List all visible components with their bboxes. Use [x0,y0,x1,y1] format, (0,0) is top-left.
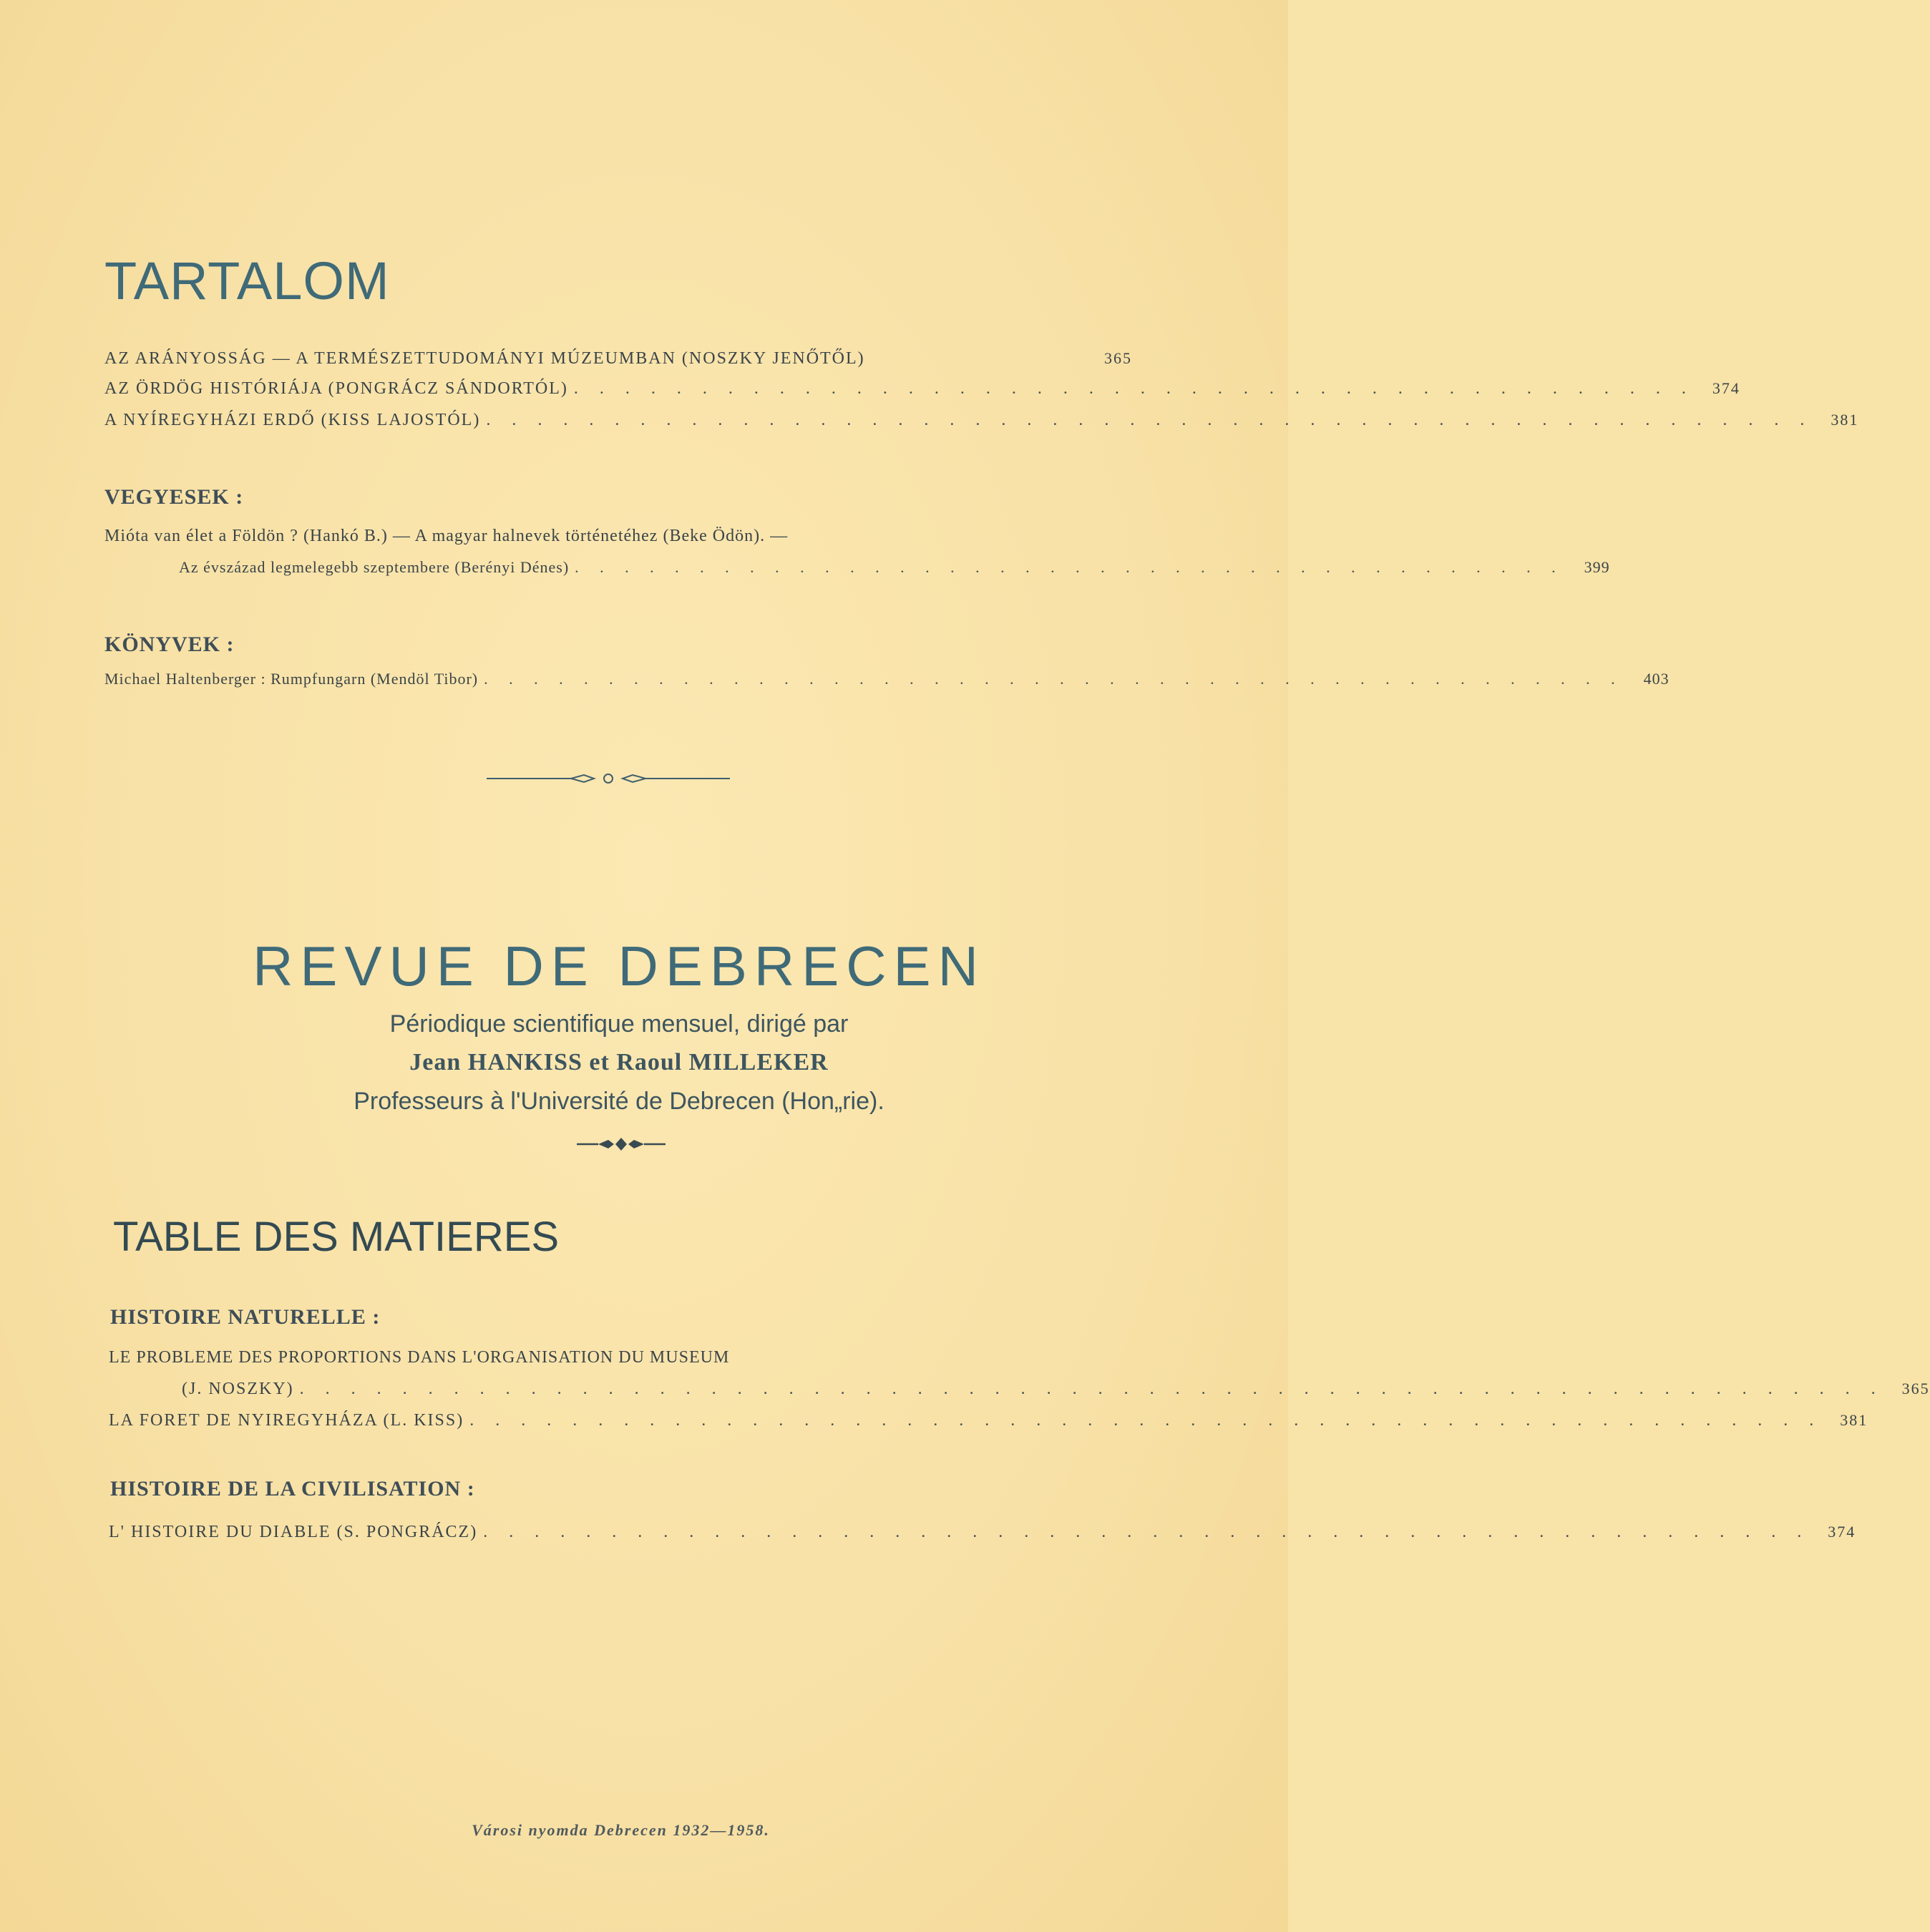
hc-entry-text: L' HISTOIRE DU DIABLE (S. PONGRÁCZ) [109,1523,478,1541]
hc-entry-page: 374 [1828,1523,1856,1541]
hc-entry [109,1523,1856,1542]
vegyesek-entry [179,558,1610,577]
hn-entry2 [109,1411,1868,1430]
revue-affiliation: Professeurs à l'Université de Debrecen (Hon„rie). [354,1088,884,1115]
toc-entry-page: 381 [1831,411,1859,429]
leader-dots: . . . . . . . . . . . . . . . . . . . . . . . . . . . . . . . . . . . . . . . . . . . . . . . . . . . . [483,1523,1810,1541]
toc-entry-page: 365 [1104,349,1132,367]
hn-entry2-text: LA FORET DE NYIREGYHÁZA (L. KISS) [109,1411,464,1430]
toc-entry-text: A NYÍREGYHÁZI ERDŐ (KISS LAJOSTÓL) [104,411,481,429]
revue-title: REVUE DE DEBRECEN [253,935,985,997]
hn-entry1-page: 365 [1901,1380,1930,1397]
konyvek-entry-text: Michael Haltenberger : Rumpfungarn (Mendöl Tibor) [104,670,479,688]
vegyesek-heading: VEGYESEK : [104,485,244,509]
konyvek-heading: KÖNYVEK : [104,633,235,656]
toc-entry [104,349,1132,369]
tartalom-heading: TARTALOM [104,251,390,311]
vegyesek-line-1: Mióta van élet a Földön ? (Hankó B.) — A magyar halnevek történetéhez (Beke Ödön). — [104,527,789,545]
toc-entry [104,411,1859,430]
leader-dots: . . . . . . . . . . . . . . . . . . . . . . . . . . . . . . . . . . . . . . . . . . . . . . . . . . . . . [469,1411,1823,1430]
toc-entry [104,379,1740,399]
hn-entry1-line2: (J. NOSZKY) [182,1380,294,1398]
ornament-divider-icon [487,770,730,787]
printer-footer: Városi nyomda Debrecen 1932—1958. [472,1821,770,1839]
revue-subtitle: Périodique scientifique mensuel, dirigé par [389,1010,849,1038]
leader-dots: . . . . . . . . . . . . . . . . . . . . . . . . . . . . . . . . . . . . . . . . [575,558,1564,576]
hn-entry2-page: 381 [1840,1411,1868,1429]
leader-dots: . . . . . . . . . . . . . . . . . . . . . . . . . . . . . . . . . . . . . . . . . . . . . . . . . . . . . . . . . . . . . . [299,1380,1884,1398]
leader-dots: . . . . . . . . . . . . . . . . . . . . . . . . . . . . . . . . . . . . . . . . . . . . . . [484,670,1624,688]
toc-entry-text: AZ ÖRDÖG HISTÓRIÁJA (PONGRÁCZ SÁNDORTÓL) [104,379,568,398]
revue-editors: Jean HANKISS et Raoul MILLEKER [409,1049,829,1075]
vegyesek-line-2: Az évszázad legmelegebb szeptembere (Berényi Dénes) [179,558,570,576]
leader-dots: . . . . . . . . . . . . . . . . . . . . . . . . . . . . . . . . . . . . . . . . . . . . . . . . . . . . [486,411,1813,429]
vegyesek-page: 399 [1584,558,1610,576]
konyvek-entry [104,670,1670,688]
hn-entry1-line1: LE PROBLEME DES PROPORTIONS DANS L'ORGANISATION DU MUSEUM [109,1348,730,1367]
diamond-ornament-icon [577,1136,666,1152]
histoire-civilisation-heading: HISTOIRE DE LA CIVILISATION : [110,1477,475,1501]
toc-entry-page: 374 [1712,379,1740,397]
hn-entry1 [182,1380,1930,1399]
table-des-matieres-heading: TABLE DES MATIERES [113,1214,560,1260]
histoire-naturelle-heading: HISTOIRE NATURELLE : [110,1305,381,1329]
konyvek-page: 403 [1643,670,1670,688]
toc-entry-text: AZ ARÁNYOSSÁG — A TERMÉSZETTUDOMÁNYI MÚZEUMBAN (NOSZKY JENŐTŐL) [104,349,865,368]
leader-dots: . . . . . . . . . . . . . . . . . . . . . . . . . . . . . . . . . . . . . . . . . . . . [573,379,1695,398]
